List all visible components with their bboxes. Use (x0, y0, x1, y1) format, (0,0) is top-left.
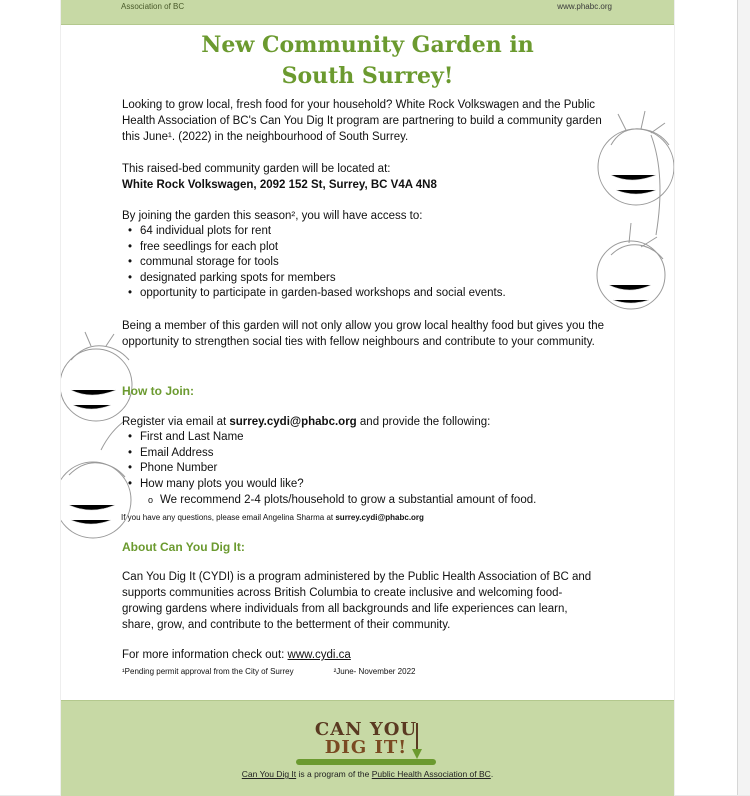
register-section (122, 414, 632, 508)
about-text: Can You Dig It (CYDI) is a program administered by the Public Health Association of BC and supports communities across British Columbia to create inclusive and welcoming food-growing gardens where individuals from all backgrounds and life experiences can learn, share, grow, and contribute to the betterment of their community. (122, 571, 592, 631)
shovel-icon (406, 721, 428, 761)
footer-text-end: . (490, 769, 494, 779)
footer-text-mid: is a program of the (296, 769, 372, 779)
list-item: • Email Address (140, 446, 632, 462)
cydi-website-link[interactable]: www.cydi.ca (287, 649, 351, 661)
header-band (61, 0, 674, 25)
can-you-dig-it-logo (296, 721, 436, 765)
footnotes (122, 664, 522, 680)
questions-email-link[interactable]: surrey.cydi@phabc.org (335, 513, 424, 522)
more-info-prefix: For more information check out: (122, 649, 288, 661)
list-item: • Phone Number (140, 461, 632, 477)
access-list (122, 224, 622, 302)
register-sub-list (122, 492, 632, 508)
location-label: This raised-bed community garden will be located at: (122, 163, 391, 175)
list-item: • 64 individual plots for rent (140, 224, 622, 240)
register-email-link[interactable]: surrey.cydi@phabc.org (229, 416, 357, 428)
viewer-scrollbar[interactable] (737, 0, 750, 795)
access-label: By joining the garden this season², you will have access to: (122, 210, 423, 222)
register-suffix: and provide the following: (356, 416, 491, 428)
title-line-1: New Community Garden in (201, 32, 534, 58)
footer-band (61, 700, 674, 796)
header-url: www.phabc.org (557, 2, 612, 11)
location-section (122, 161, 622, 193)
location-address: White Rock Volkswagen, 2092 152 St, Surrey, BC V4A 4N8 (122, 179, 437, 191)
access-section (122, 208, 622, 302)
about-paragraph (122, 569, 602, 633)
register-prefix: Register via email at (122, 416, 230, 428)
footer-credit (61, 769, 674, 779)
footnote-2: ²June- November 2022 (333, 667, 416, 676)
list-item: • First and Last Name (140, 430, 632, 446)
about-heading: About Can You Dig It: (122, 540, 245, 554)
intro-paragraph (122, 97, 617, 145)
questions-prefix: If you have any questions, please email Angelina Sharma at (121, 513, 336, 522)
list-item: • opportunity to participate in garden-based workshops and social events. (140, 286, 622, 302)
list-item: • free seedlings for each plot (140, 240, 622, 256)
footer-phabc-link[interactable]: Public Health Association of BC (371, 769, 491, 779)
list-item: • designated parking spots for members (140, 271, 622, 287)
register-line (122, 414, 632, 430)
footnote-1: ¹Pending permit approval from the City of Surrey (122, 667, 294, 676)
member-paragraph (122, 318, 617, 350)
register-list (122, 430, 632, 492)
how-to-join-heading: How to Join: (122, 384, 194, 398)
questions-line (121, 510, 621, 526)
intro-text: Looking to grow local, fresh food for your household? White Rock Volkswagen and the Public Health Association of BC's Can You Dig It program are partnering to build a community garden this June¹. (2022) in the neighbourhood of South Surrey. (122, 99, 602, 143)
list-item: o We recommend 2-4 plots/household to grow a substantial amount of food. (160, 492, 632, 508)
header-org: Association of BC (121, 2, 185, 11)
title-line-2: South Surrey! (281, 63, 454, 89)
member-text: Being a member of this garden will not only allow you grow local healthy food but gives you the opportunity to strengthen social ties with fellow neighbours and contribute to your community. (122, 320, 604, 348)
logo-grass (296, 759, 436, 765)
list-item: • How many plots you would like? (140, 477, 632, 493)
flyer-title (61, 30, 674, 92)
more-info-line (122, 647, 622, 663)
flyer-document (60, 0, 675, 795)
list-item: • communal storage for tools (140, 255, 622, 271)
footer-cydi-link[interactable]: Can You Dig It (241, 769, 297, 779)
logo-line-2: DIG IT! (324, 737, 408, 758)
logo-line-1: CAN YOU (314, 719, 418, 740)
